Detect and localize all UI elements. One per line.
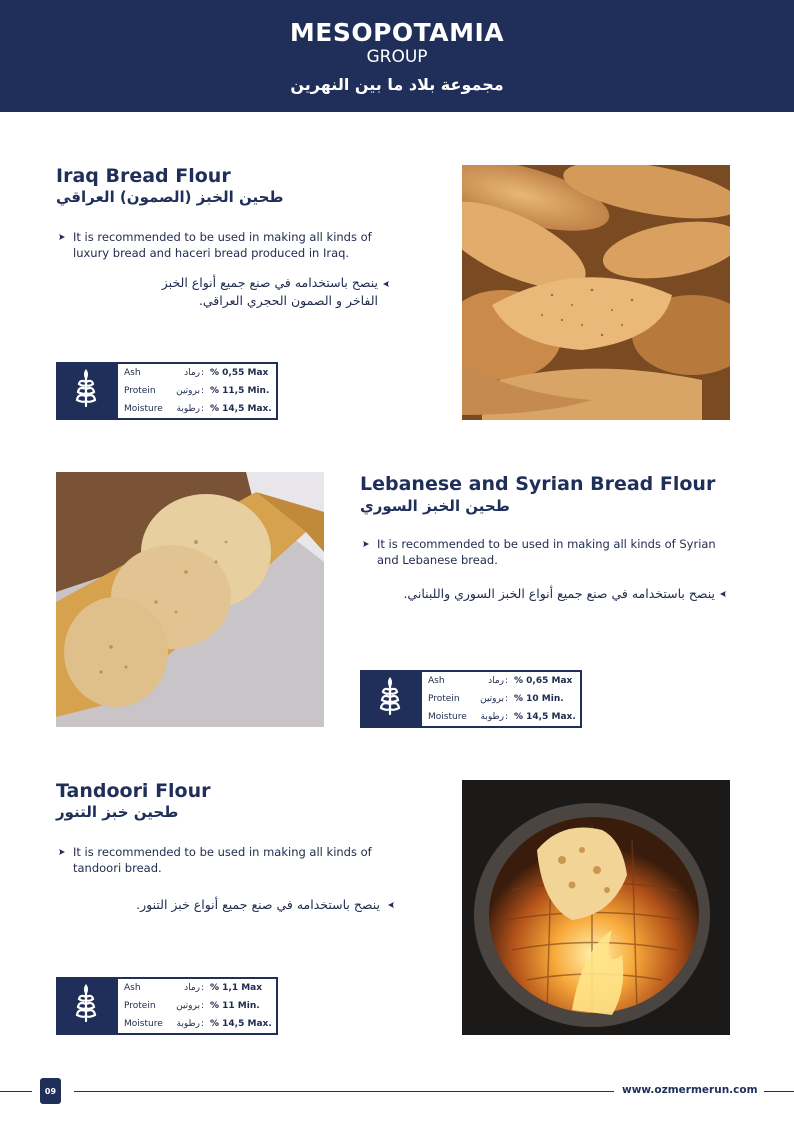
lebanese-bread-photo — [56, 472, 324, 727]
product-description-arabic: ينصح باستخدامه في صنع جميع أنواع الخبز الفاخر و الصمون الحجري العراقي. — [161, 275, 378, 308]
spec-colon: : — [201, 386, 205, 396]
footer-rule-left — [0, 1091, 32, 1092]
wheat-icon — [360, 670, 420, 728]
leaf-bullet-icon — [719, 590, 727, 598]
spec-row-ash — [118, 979, 276, 997]
leaf-bullet-icon — [58, 848, 66, 856]
brand-logo-sub: GROUP — [366, 47, 428, 67]
product-title: Iraq Bread Flour — [56, 165, 231, 187]
spec-label: Ash — [124, 983, 141, 993]
spec-colon: : — [505, 694, 509, 704]
spec-table — [116, 362, 278, 420]
website-link[interactable]: www.ozmermerun.com — [622, 1084, 758, 1096]
spec-label: Protein — [124, 1001, 156, 1011]
brand-logo: MESOPOTAMIA — [289, 18, 505, 47]
product-description-arabic: ينصح باستخدامه في صنع جميع أنواع خبز التنور. — [136, 897, 380, 912]
spec-label-arabic: بروتين — [176, 386, 200, 396]
spec-label-arabic: بروتين — [480, 694, 504, 704]
leaf-bullet-icon — [58, 233, 66, 241]
spec-row-moisture — [118, 400, 276, 418]
spec-row-ash — [118, 364, 276, 382]
page-number: 09 — [44, 1087, 57, 1096]
leaf-bullet-icon — [362, 540, 370, 548]
product-title: Tandoori Flour — [56, 780, 211, 802]
footer-rule-right — [764, 1091, 794, 1092]
spec-value: % 1,1 Max — [210, 983, 263, 993]
product-description: It is recommended to be used in making all kinds of Syrian and Lebanese bread. — [377, 537, 716, 567]
product-description: It is recommended to be used in making all kinds of tandoori bread. — [73, 845, 372, 875]
product-title-arabic: طحين الخبز (الصمون) العراقي — [56, 188, 284, 206]
spec-table — [420, 670, 582, 728]
spec-label: Protein — [428, 694, 460, 704]
spec-colon: : — [201, 368, 205, 378]
footer-rule — [74, 1091, 614, 1092]
spec-row-moisture — [422, 708, 580, 726]
wheat-icon — [56, 977, 116, 1035]
iraq-bread-photo — [462, 165, 730, 420]
spec-colon: : — [201, 404, 205, 414]
wheat-icon — [56, 362, 116, 420]
product-description: It is recommended to be used in making all kinds of luxury bread and haceri bread produced in Iraq. — [73, 230, 372, 260]
tandoor-oven-photo — [462, 780, 730, 1035]
page-header — [0, 0, 794, 112]
spec-label-arabic: رماد — [488, 676, 504, 686]
spec-value: % 10 Min. — [514, 694, 564, 704]
spec-label: Ash — [428, 676, 445, 686]
spec-label-arabic: بروتين — [176, 1001, 200, 1011]
product-title: Lebanese and Syrian Bread Flour — [360, 473, 716, 495]
spec-value: % 14,5 Max. — [514, 712, 576, 722]
spec-row-moisture — [118, 1015, 276, 1033]
spec-colon: : — [201, 983, 205, 993]
spec-row-protein — [118, 382, 276, 400]
spec-label: Ash — [124, 368, 141, 378]
spec-label: Moisture — [124, 1019, 163, 1029]
spec-label-arabic: رماد — [184, 368, 200, 378]
spec-label-arabic: رماد — [184, 983, 200, 993]
spec-table — [116, 977, 278, 1035]
spec-label-arabic: رطوبة — [176, 404, 200, 414]
leaf-bullet-icon — [382, 280, 390, 288]
spec-label-arabic: رطوبة — [480, 712, 504, 722]
spec-value: % 0,65 Max — [514, 676, 573, 686]
product-title-arabic: طحين الخبز السوري — [360, 497, 510, 515]
spec-colon: : — [201, 1019, 205, 1029]
spec-colon: : — [505, 676, 509, 686]
spec-colon: : — [201, 1001, 205, 1011]
brand-logo-arabic: مجموعة بلاد ما بين النهرين — [290, 75, 504, 94]
spec-colon: : — [505, 712, 509, 722]
spec-value: % 0,55 Max — [210, 368, 269, 378]
spec-value: % 11 Min. — [210, 1001, 260, 1011]
spec-row-protein — [422, 690, 580, 708]
spec-label-arabic: رطوبة — [176, 1019, 200, 1029]
leaf-bullet-icon — [387, 901, 395, 909]
spec-label: Moisture — [124, 404, 163, 414]
product-description-arabic: ينصح باستخدامه في صنع جميع أنواع الخبز السوري واللبناني. — [403, 586, 715, 601]
product-title-arabic: طحين خبز التنور — [56, 803, 179, 821]
spec-value: % 14,5 Max. — [210, 1019, 272, 1029]
spec-row-ash — [422, 672, 580, 690]
spec-value: % 14,5 Max. — [210, 404, 272, 414]
spec-value: % 11,5 Min. — [210, 386, 270, 396]
spec-label: Moisture — [428, 712, 467, 722]
spec-row-protein — [118, 997, 276, 1015]
spec-label: Protein — [124, 386, 156, 396]
